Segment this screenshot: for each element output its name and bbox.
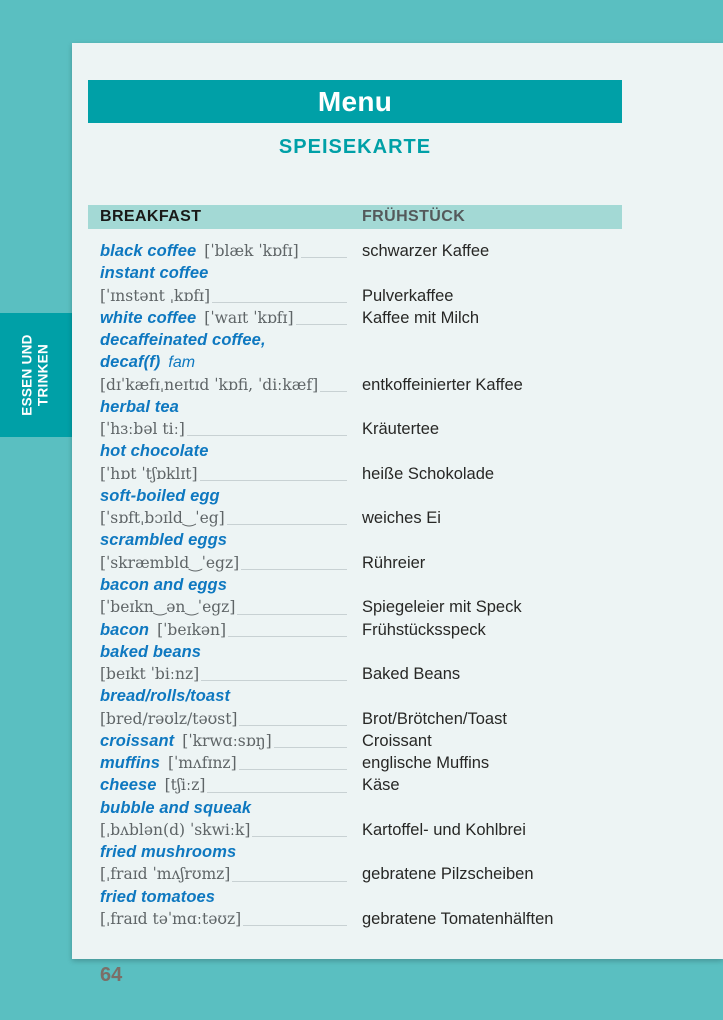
vocab-phonetic: [ˈmʌfɪnz] [167,754,237,773]
vocab-term: decaffeinated coffee, [100,331,266,350]
vocab-phonetic: [ˈskræmbld‿ˈegz] [100,553,240,572]
leader-line [320,391,347,392]
table-row [100,863,705,885]
table-header-bar [88,205,622,229]
row-left-cell [100,841,347,863]
row-left-cell [100,797,347,819]
table-row [100,708,705,730]
leader-line [296,324,347,325]
row-left-cell [100,596,347,618]
vocab-translation: gebratene Tomatenhälften [362,909,554,928]
vocab-term: soft-boiled egg [100,486,220,505]
vocab-term: scrambled eggs [100,531,228,550]
table-row [100,752,705,774]
vocab-term: instant coffee [100,264,209,283]
row-left-cell [100,574,347,596]
table-row [100,552,705,574]
table-row [100,730,705,752]
table-row [100,418,705,440]
vocab-phonetic: [bred/rəʊlz/təʊst] [100,709,238,728]
vocab-translation: gebratene Pilzscheiben [362,865,534,884]
vocab-phonetic: [ˈbeɪkən] [157,620,227,639]
row-left-cell [100,730,347,752]
table-row [100,329,705,351]
table-row [100,886,705,908]
vocab-translation: Pulverkaffee [362,286,454,305]
vocab-translation: Kräutertee [362,420,440,439]
leader-line [200,480,347,481]
vocab-translation: englische Muffins [362,754,490,773]
vocab-term: baked beans [100,642,202,661]
vocab-translation: Kartoffel- und Kohlbrei [362,820,526,839]
leader-line [239,725,347,726]
vocab-term: white coffee [100,308,197,327]
vocab-translation: weiches Ei [362,509,441,528]
vocab-term-register: fam [168,354,196,372]
table-row [100,641,705,663]
vocab-translation: Frühstücksspeck [362,620,486,639]
row-left-cell [100,685,347,707]
table-row [100,529,705,551]
table-row [100,574,705,596]
row-left-cell [100,396,347,418]
table-header-german: FRÜHSTÜCK [362,208,466,225]
row-left-cell [100,507,347,529]
vocab-term: black coffee [100,242,197,260]
vocab-phonetic: [ˈbeɪkn‿ən‿ˈegz] [100,598,236,617]
row-left-cell [100,418,347,440]
table-row [100,596,705,618]
leader-line [252,836,347,837]
leader-line [228,636,347,637]
leader-line [212,302,347,303]
row-left-cell [100,374,347,396]
row-left-cell [100,908,347,930]
leader-line [239,769,347,770]
vocab-term: hot chocolate [100,442,209,461]
row-left-cell [100,485,347,507]
row-left-cell [100,285,347,307]
vocab-phonetic: [ˈblæk ˈkɒfɪ] [204,242,299,260]
vocab-phonetic: [ˌfraɪd təˈmɑːtəʊz] [100,909,242,928]
row-left-cell [100,329,347,351]
table-row [100,663,705,685]
vocab-phonetic: [ˌfraɪd ˈmʌʃrʊmz] [100,865,231,884]
section-tab-label-line2: TRINKEN [36,343,51,407]
table-row [100,285,705,307]
page-card [72,43,723,959]
vocab-phonetic: [ˈɪnstənt ˌkɒfɪ] [100,286,211,305]
row-left-cell [100,552,347,574]
page-title: Menu [317,85,393,117]
section-tab-label-line1: ESSEN UND [20,334,35,416]
table-row [100,463,705,485]
leader-line [201,680,347,681]
vocab-translation: Croissant [362,731,432,750]
vocab-phonetic: [ˈsɒftˌbɔɪld‿ˈeg] [100,509,225,528]
vocab-phonetic: [ˈwaɪt ˈkɒfɪ] [204,308,294,327]
page-subtitle: SPEISEKARTE [278,136,432,158]
row-left-cell [100,641,347,663]
table-row [100,351,705,373]
row-left-cell [100,752,347,774]
vocab-phonetic: [ˈhɒt ˈtʃɒklɪt] [100,464,198,483]
row-left-cell [100,440,347,462]
table-row [100,307,705,329]
vocab-term: bubble and squeak [100,798,252,817]
vocab-term: croissant [100,731,175,750]
vocab-term: muffins [100,754,160,773]
vocab-rows [100,240,705,930]
row-left-cell [100,240,347,262]
leader-line [301,257,347,258]
leader-line [237,614,347,615]
row-left-cell [100,307,347,329]
row-left-cell [100,463,347,485]
vocab-term: decaf(f) [100,353,161,372]
leader-line [207,792,347,793]
table-row [100,908,705,930]
row-left-cell [100,262,347,284]
vocab-translation: Spiegeleier mit Speck [362,598,522,617]
vocab-phonetic: [beɪkt ˈbiːnz] [100,665,200,684]
vocab-term: cheese [100,776,157,795]
vocab-phonetic: [ˌbʌblən(d) ˈskwiːk] [100,820,251,839]
table-row [100,240,705,262]
row-left-cell [100,619,347,641]
table-row [100,797,705,819]
table-row [100,685,705,707]
vocab-term: bacon and eggs [100,575,228,594]
vocab-phonetic: [tʃiːz] [164,776,206,795]
leader-line [274,747,347,748]
vocab-term: fried tomatoes [100,887,216,906]
vocab-translation: Baked Beans [362,665,461,684]
row-left-cell [100,886,347,908]
table-row [100,841,705,863]
vocab-translation: Käse [362,776,400,795]
row-left-cell [100,663,347,685]
vocab-phonetic: [ˈkrwɑːsɒŋ] [182,731,272,750]
leader-line [243,925,347,926]
section-tab-essen-und-trinken [0,313,72,437]
table-row [100,485,705,507]
row-left-cell [100,819,347,841]
section-tab-label [20,334,52,415]
vocab-term: fried mushrooms [100,843,237,862]
table-row [100,819,705,841]
row-left-cell [100,774,347,796]
page-number: 64 [100,964,123,986]
table-row [100,396,705,418]
vocab-translation: Brot/Brötchen/Toast [362,709,507,728]
menu-title-bar [88,80,622,123]
leader-line [232,881,347,882]
vocab-term: bread/rolls/toast [100,687,231,706]
table-row [100,774,705,796]
vocab-translation: Kaffee mit Milch [362,308,480,327]
vocab-term: bacon [100,620,150,639]
vocab-phonetic: [dɪˈkæfɪˌneɪtɪd ˈkɒfi, ˈdiːkæf] [100,375,319,394]
vocab-phonetic: [ˈhɜːbəl tiː] [100,420,185,439]
row-left-cell [100,529,347,551]
row-left-cell [100,708,347,730]
leader-line [227,524,347,525]
table-row [100,507,705,529]
table-row [100,619,705,641]
table-row [100,262,705,284]
vocab-translation: entkoffeinierter Kaffee [362,375,523,394]
vocab-translation: heiße Schokolade [362,464,495,483]
table-header-english: BREAKFAST [100,208,202,225]
vocab-translation: Rühreier [362,553,426,572]
row-left-cell [100,863,347,885]
leader-line [241,569,347,570]
row-left-cell [100,351,347,374]
table-row [100,440,705,462]
vocab-term: herbal tea [100,397,179,416]
vocab-translation: schwarzer Kaffee [362,242,490,260]
table-row [100,374,705,396]
leader-line [187,435,347,436]
